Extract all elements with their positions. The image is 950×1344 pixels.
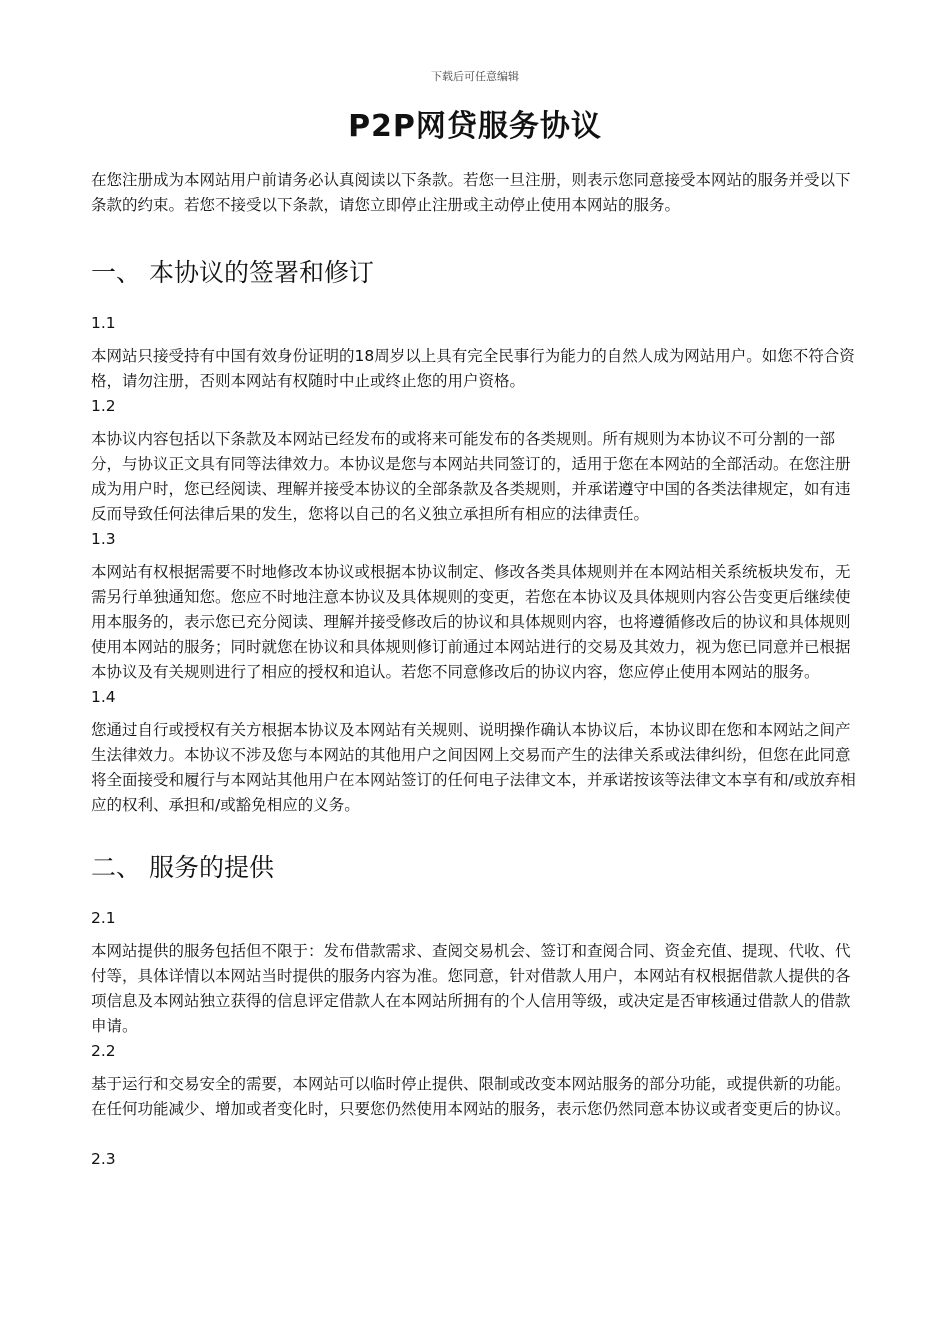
section-heading-2: 二、 服务的提供 (91, 853, 274, 882)
clause-number: 1.1 (91, 314, 116, 332)
clause-number: 1.4 (91, 688, 116, 706)
intro-paragraph: 在您注册成为本网站用户前请务必认真阅读以下条款。若您一旦注册，则表示您同意接受本网站的服务并受以下条款的约束。若您不接受以下条款，请您立即停止注册或主动停止使用本网站的服务。 (91, 171, 851, 214)
clause-number: 2.3 (91, 1150, 116, 1168)
clause-number: 1.2 (91, 397, 116, 415)
document-body (91, 168, 863, 1180)
header-note: 下载后可任意编辑 (431, 70, 519, 83)
clause-text: 本网站只接受持有中国有效身份证明的18周岁以上具有完全民事行为能力的自然人成为网站用户。如您不符合资格，请勿注册，否则本网站有权随时中止或终止您的用户资格。 (91, 347, 855, 390)
clause-text: 本协议内容包括以下条款及本网站已经发布的或将来可能发布的各类规则。所有规则为本协议不可分割的一部分，与协议正文具有同等法律效力。本协议是您与本网站共同签订的，适用于您在本网站的全部活动。在您注册成为用户时，您已经阅读、理解并接受本协议的全部条款及各类规则，并承诺遵守中国的各类法律规定，如有违反而导致任何法律后果的发生，您将以自己的名义独立承担所有相应的法律责任。 (91, 430, 851, 523)
clause-number: 2.2 (91, 1042, 116, 1060)
section-heading-1: 一、 本协议的签署和修订 (91, 258, 374, 287)
clause-text: 您通过自行或授权有关方根据本协议及本网站有关规则、说明操作确认本协议后，本协议即在您和本网站之间产生法律效力。本协议不涉及您与本网站的其他用户之间因网上交易而产生的法律关系或法律纠纷，但您在此同意将全面接受和履行与本网站其他用户在本网站签订的任何电子法律文本，并承诺按该等法律文本享有和/或放弃相应的权利、承担和/或豁免相应的义务。 (91, 721, 856, 814)
clause-number: 1.3 (91, 530, 116, 548)
document-title: P2P网贷服务协议 (348, 109, 602, 144)
clause-text: 基于运行和交易安全的需要，本网站可以临时停止提供、限制或改变本网站服务的部分功能，或提供新的功能。在任何功能减少、增加或者变化时，只要您仍然使用本网站的服务，表示您仍然同意本协议或者变更后的协议。 (91, 1075, 851, 1118)
clause-text: 本网站提供的服务包括但不限于：发布借款需求、查阅交易机会、签订和查阅合同、资金充值、提现、代收、代付等，具体详情以本网站当时提供的服务内容为准。您同意，针对借款人用户，本网站有权根据借款人提供的各项信息及本网站独立获得的信息评定借款人在本网站所拥有的个人信用等级，或决定是否审核通过借款人的借款申请。 (91, 942, 851, 1035)
clause-number: 2.1 (91, 909, 116, 927)
clause-text: 本网站有权根据需要不时地修改本协议或根据本协议制定、修改各类具体规则并在本网站相关系统板块发布，无需另行单独通知您。您应不时地注意本协议及具体规则的变更，若您在本协议及具体规则内容公告变更后继续使用本服务的，表示您已充分阅读、理解并接受修改后的协议和具体规则内容，也将遵循修改后的协议和具体规则使用本网站的服务；同时就您在协议和具体规则修订前通过本网站进行的交易及其效力，视为您已同意并已根据本协议及有关规则进行了相应的授权和追认。若您不同意修改后的协议内容，您应停止使用本网站的服务。 (91, 563, 851, 681)
